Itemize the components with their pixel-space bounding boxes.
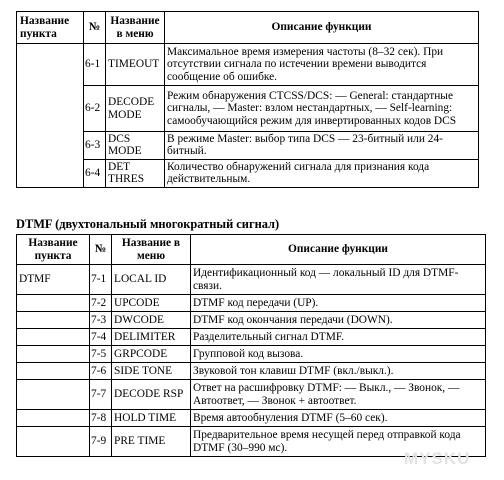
table-row [17,265,486,295]
table-header-row [17,235,486,265]
row-number: 7-2 [90,295,112,312]
header-number: № [90,235,112,265]
row-number: 7-6 [90,363,112,380]
function-description: Время автообнуления DTMF (5–60 сек). [191,410,486,427]
section-title: DTMF (двухтональный многократный сигнал) [16,217,280,231]
table-row [17,159,479,187]
table-row [17,329,486,346]
menu-name: DWCODE [112,312,191,329]
menu-name: SIDE TONE [112,363,191,380]
row-number: 6-1 [84,44,106,86]
function-description: DTMF код передачи (UP). [191,295,486,312]
table-row [17,132,479,160]
watermark-logo: MYSKU [404,449,471,468]
header-description: Описание функции [191,235,486,265]
header-item-name: Название пункта [17,235,90,265]
table-row [17,363,486,380]
menu-name: DELIMITER [112,329,191,346]
item-name-cell [17,329,90,346]
table-row [17,312,486,329]
table-row [17,44,479,86]
function-description: Идентификационный код — локальный ID для DTMF-связи. [191,265,486,295]
item-name-cell [17,44,84,188]
menu-name: UPCODE [112,295,191,312]
row-number: 7-4 [90,329,112,346]
menu-name: PRE TIME [112,427,191,457]
table-row [17,380,486,410]
decode-settings-table [16,11,479,188]
function-description: DTMF код окончания передачи (DOWN). [191,312,486,329]
function-description: Режим обнаружения CTCSS/DCS: — General: стандартные сигналы, — Master: взлом нестандартных, — Self-learning: самообучающийся режим для инвертированных кодов DCS [165,86,479,132]
row-number: 7-9 [90,427,112,457]
row-number: 7-7 [90,380,112,410]
menu-name: DET THRES [106,159,165,187]
row-number: 7-1 [90,265,112,295]
table-row [17,346,486,363]
function-description: Предварительное время несущей перед отправкой кода DTMF (30–990 мс). [191,427,486,457]
item-name-cell [17,410,90,427]
function-description: Количество обнаружений сигнала для признания кода действительным. [165,159,479,187]
header-description: Описание функции [165,12,479,44]
function-description: Ответ на расшифровку DTMF: — Выкл., — Звонок, — Автоответ, — Звонок + автоответ. [191,380,486,410]
menu-name: GRPCODE [112,346,191,363]
header-number: № [84,12,106,44]
row-number: 7-5 [90,346,112,363]
item-name-cell [17,295,90,312]
header-menu-name: Название в меню [112,235,191,265]
item-name-cell [17,363,90,380]
function-description: Групповой код вызова. [191,346,486,363]
row-number: 6-4 [84,159,106,187]
row-number: 6-2 [84,86,106,132]
function-description: Звуковой тон клавиш DTMF (вкл./выкл.). [191,363,486,380]
menu-name: DECODE RSP [112,380,191,410]
item-name-cell [17,346,90,363]
menu-name: HOLD TIME [112,410,191,427]
row-number: 7-3 [90,312,112,329]
header-item-name: Название пункта [17,12,84,44]
item-name-cell [17,427,90,457]
row-number: 6-3 [84,132,106,160]
dtmf-settings-table [16,234,486,457]
item-name-cell: DTMF [17,265,90,295]
menu-name: DCS MODE [106,132,165,160]
table-row [17,410,486,427]
menu-name: TIMEOUT [106,44,165,86]
item-name-cell [17,312,90,329]
table-header-row [17,12,479,44]
row-number: 7-8 [90,410,112,427]
function-description: Разделительный сигнал DTMF. [191,329,486,346]
item-name-cell [17,380,90,410]
table-row [17,86,479,132]
menu-name: DECODE MODE [106,86,165,132]
table-row [17,295,486,312]
function-description: В режиме Master: выбор типа DCS — 23-битный или 24-битный. [165,132,479,160]
function-description: Максимальное время измерения частоты (8–32 сек). При отсутствии сигнала по истечении времени выводится сообщение об ошибке. [165,44,479,86]
header-menu-name: Название в меню [106,12,165,44]
menu-name: LOCAL ID [112,265,191,295]
